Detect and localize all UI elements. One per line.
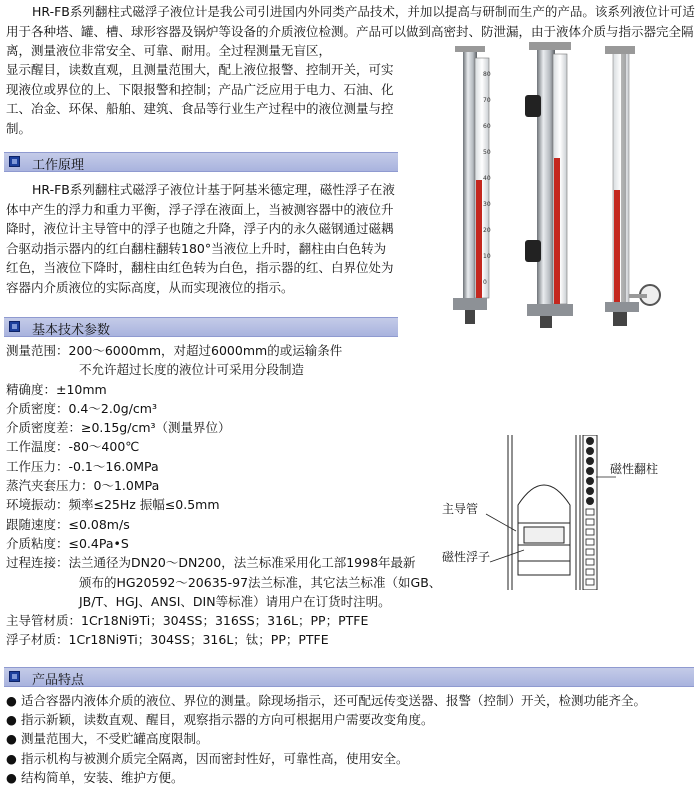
label-magnetic-float: 磁性浮子: [442, 550, 491, 564]
label-main-tube: 主导管: [442, 502, 479, 516]
list-item: ● 结构简单，安装、维护方便。: [6, 768, 696, 787]
bullet-icon: ●: [6, 750, 17, 766]
tick-label: 70: [483, 97, 491, 104]
flap-column: [586, 437, 594, 585]
section-square-icon: [9, 321, 20, 332]
spec-speed: 跟随速度：≤0.08m/s: [6, 516, 130, 532]
section-title: 产品特点: [32, 673, 85, 688]
spec-accuracy: 精确度：±10mm: [6, 381, 107, 397]
gauge-left: [453, 46, 491, 324]
list-item: ● 测量范围大，不受贮罐高度限制。: [6, 729, 696, 748]
section-header-principle: [4, 152, 398, 172]
spec-list: [6, 341, 442, 650]
principle-paragraph: HR-FB系列翻柱式磁浮子液位计基于阿基米德定理，磁性浮子在液体中产生的浮力和重力平衡，浮子浮在液面上，当被测容器中的液位升降时，液位计主导管中的浮子也随之升降，浮子内的永久磁钢通过磁耦合驱动指示器内的红白翻柱翻转180°当液位上升时，翻柱由白色转为红色，当液位下降时，翻柱由红色转为白色，指示器的红、白界位处为容器内介质液位的实际高度，从而实现液位的指示。: [6, 182, 395, 295]
float-flap-diagram: [438, 435, 696, 590]
section-square-icon: [9, 156, 20, 167]
tick-label: 20: [483, 227, 491, 234]
gauge-middle: [525, 42, 573, 328]
tick-label: 0: [483, 279, 487, 286]
section-header-features: [4, 667, 694, 687]
bullet-icon: ●: [6, 731, 17, 747]
spec-float-material: 浮子材质：1Cr18Ni9Ti；304SS；316L；钛；PP；PTFE: [6, 632, 329, 648]
spec-temperature: 工作温度：-80～400℃: [6, 439, 140, 455]
tick-label: 10: [483, 253, 491, 260]
spec-connection-2: 颁布的HG20592～20635-97法兰标准，其它法兰标准（如GB、: [79, 574, 442, 590]
tick-label: 80: [483, 71, 491, 78]
section-square-icon: [9, 671, 20, 682]
spec-connection-3: JB/T、HGJ、ANSI、DIN等标准）请用户在订货时注明。: [79, 593, 391, 609]
level-gauge-photo: [445, 40, 695, 330]
label-magnetic-flap: 磁性翻柱: [610, 462, 659, 476]
intro-text-line1: HR-FB系列翻柱式磁浮子液位计是我公司引进国内外同类产品技术，并加以提高与研制而生产的产品。该系列液位计可适用于各种塔、罐、槽、球形容器及锅炉等设备的介质液位检测。产品可以做到高密封、防泄漏，由于液体介质与指示器完全隔离，测量液位非常安全、可靠、耐用。全过程测量无盲区，: [6, 4, 695, 58]
list-item: ● 适合容器内液体介质的液位、界位的测量。除现场指示，还可配远传变送器、报警（控制）开关，检测功能齐全。: [6, 691, 696, 710]
tick-label: 50: [483, 149, 491, 156]
spec-density: 介质密度：0.4～2.0g/cm³: [6, 400, 157, 416]
tick-label: 60: [483, 123, 491, 130]
tick-label: 30: [483, 201, 491, 208]
section-title: 基本技术参数: [32, 323, 111, 338]
spec-steam-pressure: 蒸汽夹套压力：0～1.0MPa: [6, 478, 160, 494]
intro-paragraph-continued: 显示醒目，读数直观，且测量范围大，配上液位报警、控制开关，可实现液位或界位的上、下限报警和控制；产品广泛应用于电力、石油、化工、冶金、环保、船舶、建筑、食品等行业生产过程中的液位测量与控制。: [6, 62, 394, 136]
gauge-right: [605, 46, 660, 326]
section-header-specs: [4, 317, 398, 337]
spec-range-note: 不允许超过长度的液位计可采用分段制造: [79, 362, 305, 378]
spec-connection: 过程连接：法兰通径为DN20～DN200，法兰标准采用化工部1998年最新: [6, 555, 416, 571]
spec-tube-material: 主导管材质：1Cr18Ni9Ti；304SS；316SS；316L；PP；PTFE: [6, 613, 369, 629]
spec-vibration: 环境振动：频率≤25Hz 振幅≤0.5mm: [6, 497, 220, 513]
bullet-icon: ●: [6, 769, 17, 785]
tick-label: 40: [483, 175, 491, 182]
bullet-icon: ●: [6, 712, 17, 728]
spec-pressure: 工作压力：-0.1～16.0MPa: [6, 458, 159, 474]
feature-list: [6, 691, 696, 787]
spec-density-diff: 介质密度差：≥0.15g/cm³（测量界位）: [6, 420, 231, 436]
spec-viscosity: 介质粘度：≤0.4Pa•S: [6, 535, 129, 551]
section-title: 工作原理: [32, 158, 85, 173]
list-item: ● 指示新颖，读数直观、醒目，观察指示器的方向可根据用户需要改变角度。: [6, 710, 696, 729]
bullet-icon: ●: [6, 693, 17, 708]
list-item: ● 指示机构与被测介质完全隔离，因而密封性好，可靠性高，使用安全。: [6, 749, 696, 768]
spec-range: 测量范围：200～6000mm，对超过6000mm的或运输条件: [6, 343, 343, 358]
